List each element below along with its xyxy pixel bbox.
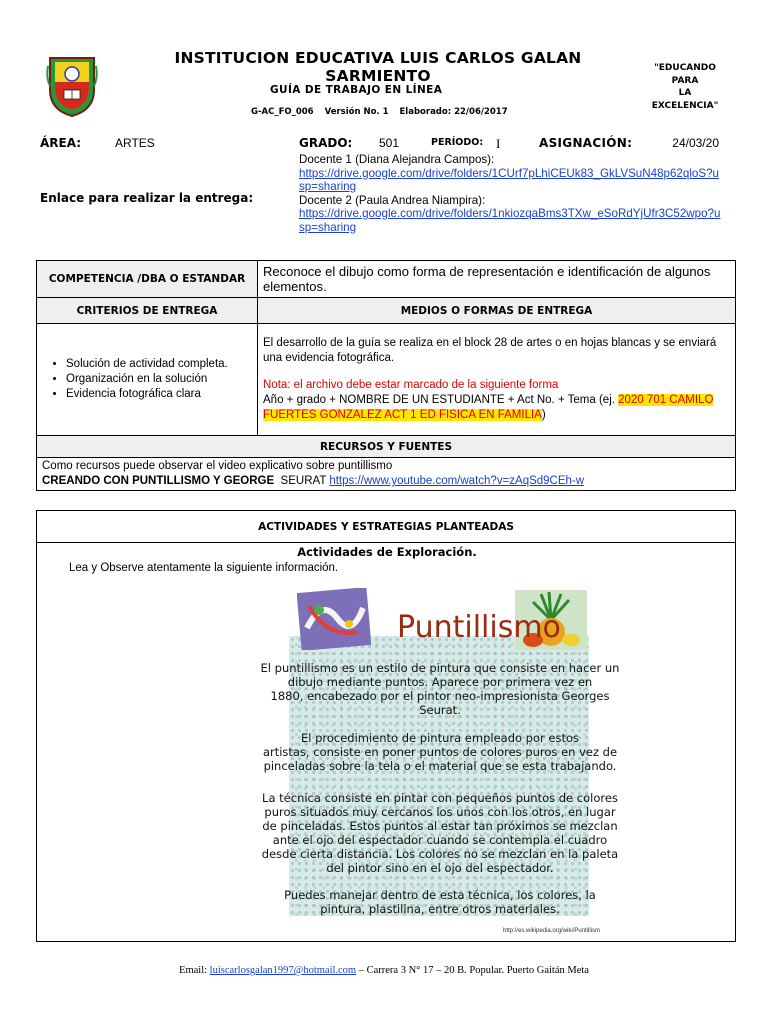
format-example: 2020 701 CAMILO FUERTES GONZALEZ ACT 1 ED FISICA EN FAMILIA (263, 394, 714, 421)
criteria-header: CRITERIOS DE ENTREGA (37, 298, 258, 324)
institution-motto (648, 62, 722, 112)
grade-row (299, 136, 719, 152)
delivery-methods-header: MEDIOS O FORMAS DE ENTREGA (258, 298, 736, 324)
teacher-2: Docente 2 (Paula Andrea Niampira): (299, 193, 486, 207)
reading-instruction: Lea y Observe atentamente la siguiente información. (69, 562, 339, 574)
format-close: ) (541, 409, 546, 421)
text-line: pinceladas sobre la tela o el material que se esta trabajando. (263, 759, 617, 773)
area-value: ARTES (115, 136, 155, 150)
school-shield-logo (46, 52, 98, 118)
competence-header: COMPETENCIA /DBA O ESTANDAR (37, 261, 258, 298)
text-line: dibujo mediante puntos. Aparece por primera vez en (287, 675, 593, 689)
text-line: ante el ojo del espectador cuando se contempla el cuadro (272, 833, 608, 847)
text-line: de pinceladas. Estos puntos al estar tan próximos se mezclan (262, 819, 618, 833)
motto-line: LA (678, 88, 692, 98)
delivery-table (36, 260, 736, 491)
submission-link-label: Enlace para realizar la entrega: (40, 191, 254, 205)
infographic-title: Puntillismo (397, 610, 561, 645)
activities-title: ACTIVIDADES Y ESTRATEGIAS PLANTEADAS (37, 511, 735, 543)
resources-text: Como recursos puede observar el video explicativo sobre puntillismo (42, 460, 393, 472)
resources-header: RECURSOS Y FUENTES (37, 436, 736, 458)
text-line: pintura, plastilina, entre otros materiales. (320, 902, 560, 916)
text-line: El procedimiento de pintura empleado por estos (300, 731, 580, 745)
resources-cell (37, 458, 736, 491)
criteria-cell (37, 324, 258, 436)
document-code: G-AC_FO_006 (251, 107, 314, 117)
teachers-block (299, 153, 723, 234)
delivery-methods-cell (258, 324, 736, 436)
motto-line: EXCELENCIA" (651, 100, 719, 111)
criteria-item: • Organización en la solución (66, 372, 252, 387)
address: – Carrera 3 N° 17 – 20 B. Popular. Puerto Gaitán Meta (356, 965, 589, 976)
pointillism-materials (245, 888, 635, 916)
grade-label: GRADO: (299, 136, 353, 150)
file-naming-note: Nota: el archivo debe estar marcado de la siguiente forma (263, 379, 559, 391)
criteria-item: • Evidencia fotográfica clara (66, 387, 252, 402)
email-label: Email: (179, 965, 210, 976)
text-line: desde cierta distancia. Los colores no se mezclan en la paleta (261, 847, 619, 861)
text-line: artistas, consiste en poner puntos de colores puros en vez de (262, 745, 618, 759)
abstract-painting-image (297, 588, 371, 650)
institution-name: INSTITUCION EDUCATIVA LUIS CARLOS GALAN SARMIENTO (174, 49, 582, 85)
document-code-line (251, 107, 516, 117)
criteria-item: • Solución de actividad completa. (66, 357, 252, 372)
pointillism-technique (245, 791, 635, 875)
text-line: Puedes manejar dentro de esta técnica, los colores, la (284, 888, 596, 902)
pointillism-infographic (245, 588, 635, 933)
motto-line: PARA (671, 75, 699, 86)
file-naming-format (263, 393, 730, 423)
page-footer (0, 965, 768, 976)
text-line: La técnica consiste en pintar con pequeños puntos de colores (262, 791, 618, 805)
criteria-list (42, 357, 252, 402)
text-line: Seurat. (419, 703, 461, 717)
text-line: puros situados muy cercanos los unos con los otros, en lugar (264, 805, 616, 819)
video-title: CREANDO CON PUNTILLISMO Y GEORGE (42, 475, 275, 487)
period-value: I (496, 136, 501, 151)
text-line: 1880, encabezado por el pintor neo-impresionista Georges (270, 689, 610, 703)
text-line: El puntillismo es un estilo de pintura que consiste en hacer un (260, 661, 620, 675)
competence-text: Reconoce el dibujo como forma de representación e identificación de algunos elementos. (258, 261, 736, 298)
period-label: PERÍODO: (431, 137, 484, 148)
source-url: http://es.wikipedia.org/wiki/Puntillism (503, 928, 601, 934)
document-elaborated-date: Elaborado: 22/06/2017 (399, 107, 508, 117)
format-text: Año + grado + NOMBRE DE UN ESTUDIANTE + Act No. + Tema (ej. (263, 394, 619, 406)
motto-line: "EDUCANDO (654, 63, 716, 73)
area-label: ÁREA: (40, 136, 82, 150)
teacher-2-link[interactable]: https://drive.google.com/drive/folders/1nkiozqaBms3TXw_eSoRdYjUfr3C52wpo?usp=sharing (299, 207, 721, 234)
resources-video-line (42, 474, 730, 489)
guide-title: GUÍA DE TRABAJO EN LÍNEA (270, 84, 443, 96)
document-version: Versión No. 1 (324, 107, 389, 117)
text-line: del pintor sino en el ojo del espectador. (326, 861, 554, 875)
assignment-date: 24/03/20 (672, 136, 719, 150)
video-title-end: SEURAT (280, 475, 327, 487)
delivery-description: El desarrollo de la guía se realiza en el block 28 de artes o en hojas blancas y se enviará una evidencia fotográfica. (263, 337, 717, 364)
assignment-label: ASIGNACIÓN: (539, 136, 633, 150)
teacher-1: Docente 1 (Diana Alejandra Campos): (299, 153, 495, 166)
youtube-link[interactable]: https://www.youtube.com/watch?v=zAqSd9CEh-w (329, 475, 585, 487)
exploration-heading: Actividades de Exploración. (297, 545, 477, 559)
teacher-1-link[interactable]: https://drive.google.com/drive/folders/1CUrf7pLhiCEUk83_GkLVSuN48p62qloS?usp=sharing (299, 166, 719, 193)
pointillism-definition (245, 661, 635, 717)
email-link[interactable]: luiscarlosgalan1997@hotmail.com (209, 965, 357, 976)
pointillism-procedure (245, 731, 635, 773)
grade-value: 501 (379, 136, 400, 150)
